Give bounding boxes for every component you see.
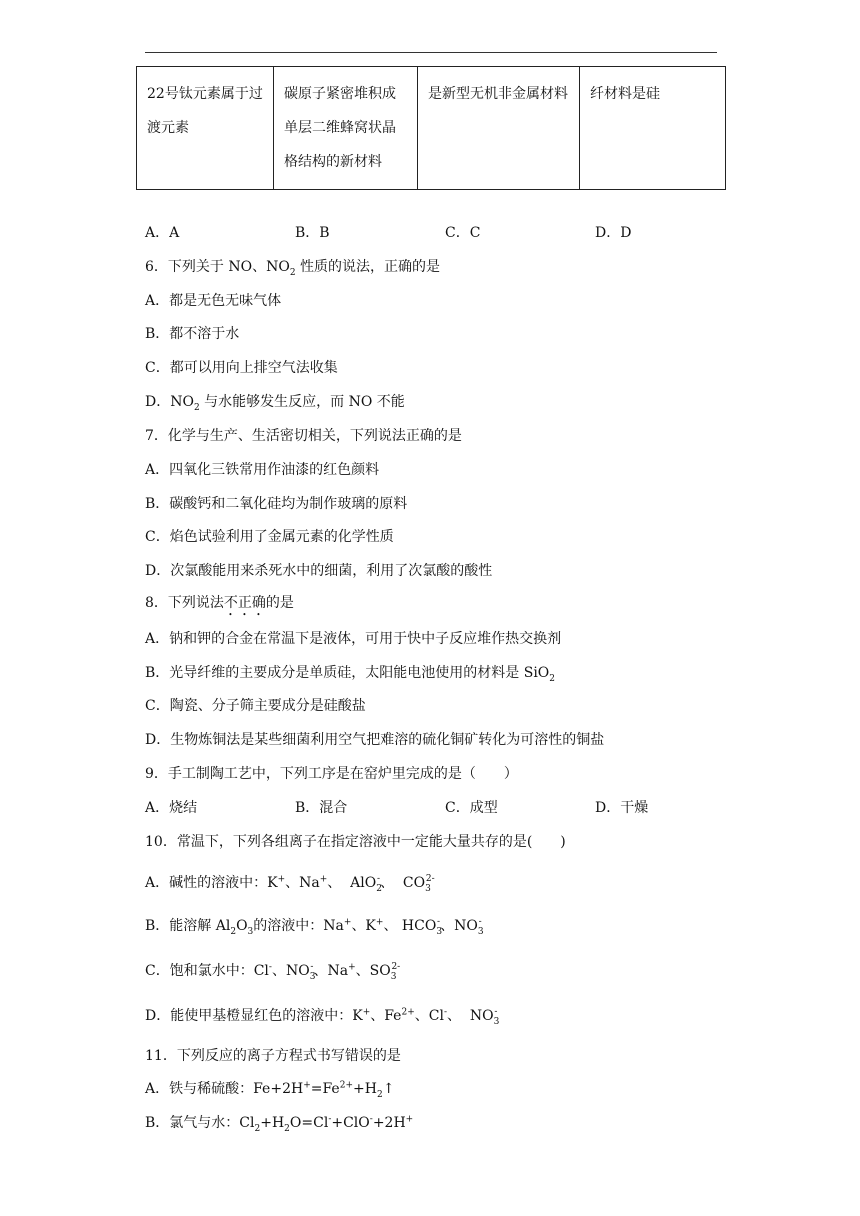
question-8-stem: 8．下列说法不正确的是	[145, 595, 294, 611]
question-5-table	[136, 66, 726, 190]
question-10-stem: 10．常温下，下列各组离子在指定溶液中一定能大量共存的是( )	[145, 834, 566, 850]
option-b[interactable]: B．氯气与水：$Cl_2+H_2O=Cl^-+ClO^-+2H^+$	[145, 1114, 414, 1134]
option-c[interactable]: C．饱和氯水中：Cl-、$NO_3^-$、Na+、$SO_3^{2-}$	[145, 962, 401, 982]
table-cell: 22号钛元素属于过渡元素	[137, 67, 274, 190]
header-rule	[145, 52, 717, 53]
option-b[interactable]: B．B	[295, 225, 330, 241]
option-c[interactable]: C．焰色试验利用了金属元素的化学性质	[145, 529, 394, 545]
option-b[interactable]: B．碳酸钙和二氧化硅均为制作玻璃的原料	[145, 496, 408, 512]
option-a[interactable]: A．A	[145, 225, 180, 241]
option-a[interactable]: A．都是无色无味气体	[145, 293, 282, 309]
option-c[interactable]: C．都可以用向上排空气法收集	[145, 360, 338, 376]
option-d[interactable]: D．D	[595, 225, 632, 241]
table-cell: 纤材料是硅	[580, 67, 726, 190]
option-a[interactable]: A．钠和钾的合金在常温下是液体，可用于快中子反应堆作热交换剂	[145, 631, 562, 647]
table-cell: 碳原子紧密堆积成单层二维蜂窝状晶格结构的新材料	[274, 67, 418, 190]
option-c[interactable]: C．陶瓷、分子筛主要成分是硅酸盐	[145, 698, 366, 714]
option-a[interactable]: A．碱性的溶液中：K+、Na+、 AlO$_2$-、 $CO_3^{2-}$	[145, 874, 435, 894]
question-7-stem: 7．化学与生产、生活密切相关，下列说法正确的是	[145, 428, 462, 444]
emphasis-text: 不正确	[223, 595, 266, 611]
option-d[interactable]: D．生物炼铜法是某些细菌利用空气把难溶的硫化铜矿转化为可溶性的铜盐	[145, 732, 605, 748]
option-a[interactable]: A．四氧化三铁常用作油漆的红色颜料	[145, 462, 380, 478]
option-b[interactable]: B．混合	[295, 800, 348, 816]
option-d[interactable]: D．次氯酸能用来杀死水中的细菌，利用了次氯酸的酸性	[145, 563, 493, 579]
option-d[interactable]: D．$NO_2$ 与水能够发生反应，而 NO 不能	[145, 394, 405, 413]
option-c[interactable]: C．C	[445, 225, 481, 241]
question-11-stem: 11．下列反应的离子方程式书写错误的是	[145, 1048, 401, 1064]
option-d[interactable]: D．能使甲基橙显红色的溶液中：K+、$Fe^{2+}$、Cl-、 $NO_3^-$	[145, 1007, 500, 1027]
question-9-stem: 9．手工制陶工艺中，下列工序是在窑炉里完成的是（ ）	[145, 766, 518, 782]
question-6-stem: 6．下列关于 NO、$NO_2$ 性质的说法，正确的是	[145, 259, 440, 278]
option-a[interactable]: A．烧结	[145, 800, 198, 816]
option-a[interactable]: A．铁与稀硫酸：$Fe+2H^+=Fe^{2+}+H_2↑$	[145, 1080, 395, 1100]
option-b[interactable]: B．都不溶于水	[145, 326, 240, 342]
option-d[interactable]: D．干燥	[595, 800, 649, 816]
option-b[interactable]: B．能溶解 $Al_2O_3$的溶液中：Na+、K+、 $HCO_3^-$、$NO_3^-$	[145, 917, 484, 937]
table-cell: 是新型无机非金属材料	[418, 67, 580, 190]
option-b[interactable]: B．光导纤维的主要成分是单质硅，太阳能电池使用的材料是 SiO$_2$	[145, 665, 556, 684]
option-c[interactable]: C．成型	[445, 800, 498, 816]
